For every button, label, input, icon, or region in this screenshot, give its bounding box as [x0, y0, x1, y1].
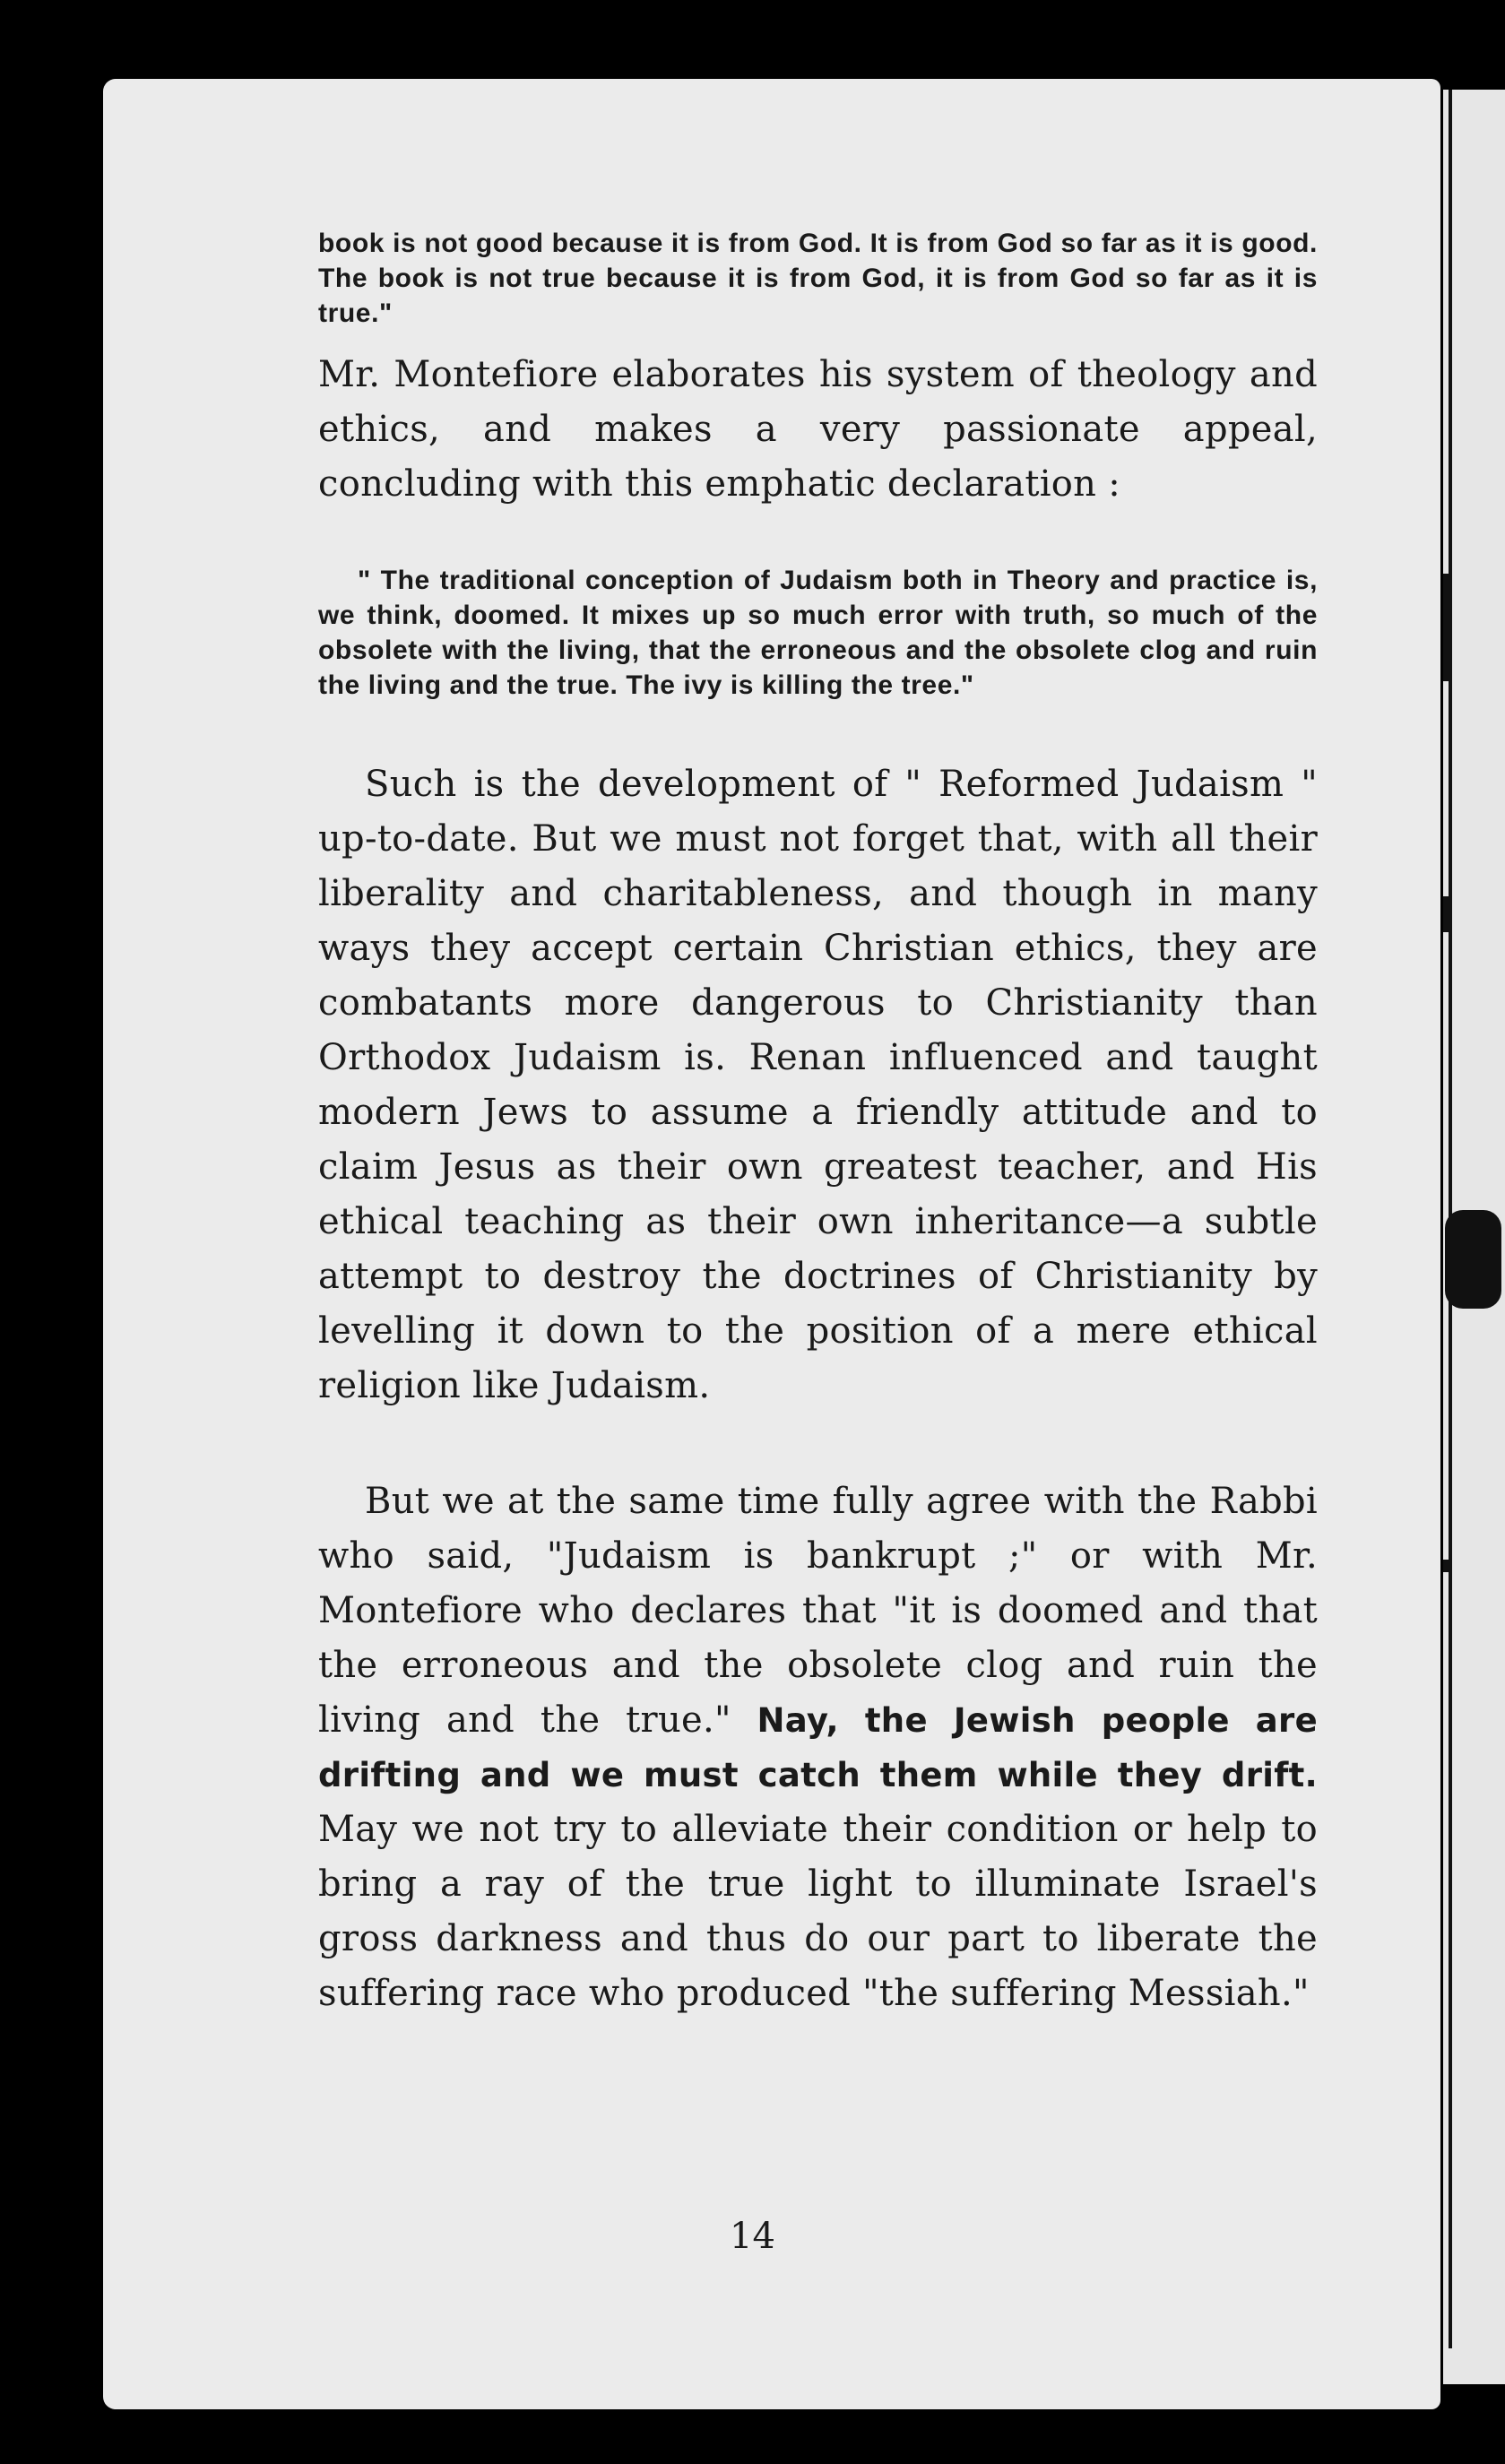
edge-mark [1443, 574, 1450, 681]
opening-quote: book is not good because it is from God. It is from God so far as it is good. The book is not true because it is from God, it is from God so far as it is true." [318, 229, 1318, 328]
paragraph-final-end: May we not try to alleviate their condition or help to bring a ray of the true light to illuminate Israel's gross darkness and thus do our part to liberate the suffering race who produced "the suffering Messiah." [318, 1809, 1318, 2014]
paragraph-final [318, 1474, 1318, 2021]
page-number: 14 [730, 2216, 775, 2257]
paragraph-final-bold: Nay, the Jewish people are drifting and we must catch them while they drift. [318, 1701, 1318, 1794]
facing-page-edge [1443, 90, 1505, 2384]
paragraph-montefiore: Mr. Montefiore elaborates his system of theology and ethics, and makes a very passionate appeal, concluding with this emphatic declaration : [318, 354, 1318, 505]
paragraph-reformed-judaism: Such is the development of " Reformed Judaism " up-to-date. But we must not forget that, with all their liberality and charitableness, and though in many ways they accept certain Christian ethics, they are combatants more dangerous to Christianity than Orthodox Judaism is. Renan influenced and taught modern Jews to assume a friendly attitude and to claim Jesus as their own greatest teacher, and His ethical teaching as their own inheritance—a subtle attempt to destroy the doctrines of Christianity by levelling it down to the position of a mere ethical religion like Judaism. [318, 764, 1318, 1406]
edge-mark [1443, 896, 1452, 932]
edge-mark [1445, 1210, 1501, 1309]
declaration-quote: " The traditional conception of Judaism both in Theory and practice is, we think, doomed. It mixes up so much error with truth, so much of the obsolete with the living, that the erroneous and the obsolete clog and ruin the living and the true. The ivy is killing the tree." [318, 566, 1318, 700]
paragraph-final-start: But we at the same time fully agree with the Rabbi who said, "Judaism is bankrupt ;" or with Mr. Montefiore who declares that "it is doomed and that the erroneous and the obsolete clog and ruin the living and the true." [318, 1481, 1318, 1741]
edge-mark [1443, 1560, 1450, 1572]
